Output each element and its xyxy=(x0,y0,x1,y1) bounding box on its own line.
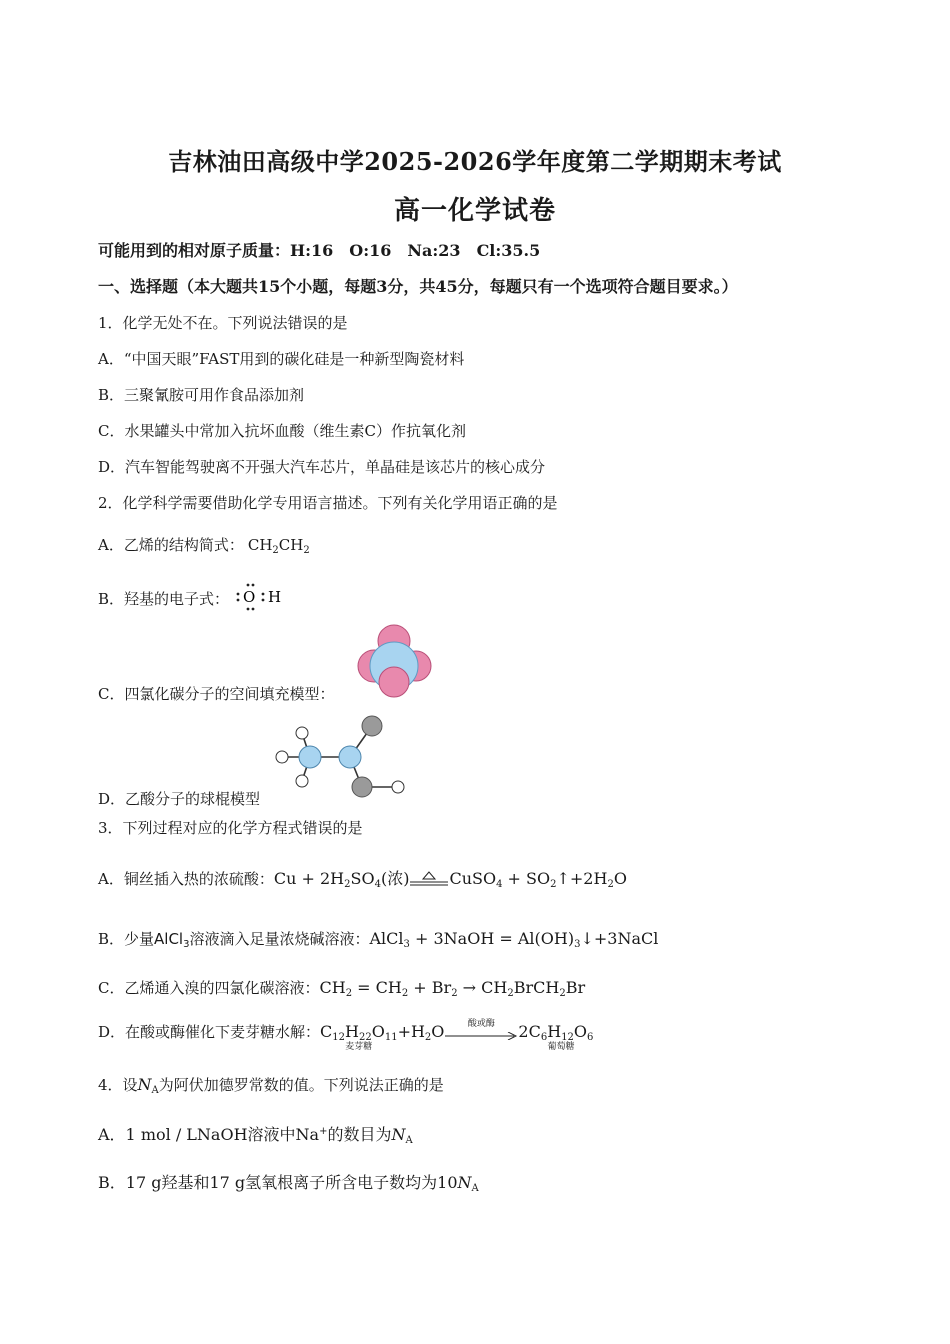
q1-option-a: A．“中国天眼”FAST用到的碳化硅是一种新型陶瓷材料 xyxy=(98,350,465,368)
q4-option-b: B．17 g羟基和17 g氢氧根离子所含电子数均为$10N_A$ xyxy=(98,1173,479,1194)
q3-c-label: C．乙烯通入溴的四氯化碳溶液： xyxy=(98,979,320,997)
acetic-acid-ball-stick-model-icon xyxy=(268,710,413,806)
q3-option-a: A．铜丝插入热的浓硫酸：$Cu + 2H_2SO_4$(浓) CuSO$_4$ + $SO_2↑+2H_2O$ xyxy=(98,869,627,890)
q4-stem: 4．设$N_A$为阿伏加德罗常数的值。下列说法正确的是 xyxy=(98,1075,444,1096)
q4-option-a: A．1 mol / LNaOH溶液中Na+的数目为$N_A$ xyxy=(98,1125,413,1146)
q1-option-c: C．水果罐头中常加入抗坏血酸（维生素C）作抗氧化剂 xyxy=(98,422,466,440)
maltose-formula: $C_{12}H_{22}O_{11}$ 麦芽糖 xyxy=(320,1022,398,1052)
arrow-right-icon xyxy=(444,1032,518,1040)
q2-stem: 2．化学科学需要借助化学专用语言描述。下列有关化学用语正确的是 xyxy=(98,494,558,512)
q2-option-b xyxy=(98,582,286,612)
catalyst-label: 酸或酶 xyxy=(467,1018,495,1029)
q2-option-c: C．四氯化碳分子的空间填充模型： xyxy=(98,685,335,703)
heat-triangle-icon xyxy=(409,871,449,889)
q3-d-label: D．在酸或酶催化下麦芽糖水解： xyxy=(98,1023,321,1041)
q3-stem: 3．下列过程对应的化学方程式错误的是 xyxy=(98,819,363,837)
exam-subtitle: 高一化学试卷 xyxy=(393,196,556,226)
catalyst-arrow xyxy=(444,1018,518,1040)
q2-a-label: A．乙烯的结构简式： xyxy=(98,536,244,554)
q2-option-a xyxy=(98,534,310,555)
q1-stem: 1．化学无处不在。下列说法错误的是 xyxy=(98,314,348,332)
q4-b-pre: B．17 g羟基和17 g氢氧根离子所含电子数均为10 xyxy=(98,1173,458,1192)
q3-a-label: A．铜丝插入热的浓硫酸： xyxy=(98,870,274,888)
q3-option-b: B．少量AlCl$_3$溶液滴入足量浓烧碱溶液：AlCl$_3$ + 3NaOH = $Al(OH)_3↓+3NaCl$ xyxy=(98,929,659,950)
svg-text:O: O xyxy=(242,588,256,606)
glucose-label: 葡萄糖 xyxy=(547,1042,575,1052)
q2-option-d: D．乙酸分子的球棍模型 xyxy=(98,790,261,808)
ccl4-space-filling-model-icon xyxy=(350,622,434,698)
glucose-formula: $C_6H_{12}O_6$ 葡萄糖 xyxy=(528,1022,594,1052)
q4-stem-post: 为阿伏加德罗常数的值。下列说法正确的是 xyxy=(158,1076,444,1094)
section-heading: 一、选择题（本大题共15个小题，每题3分，共45分，每题只有一个选项符合题目要求。） xyxy=(98,277,738,296)
q4-a-mid: 的数目为 xyxy=(327,1125,392,1144)
svg-text:H: H xyxy=(267,588,281,606)
conc-label: 浓 xyxy=(387,869,404,888)
q1-option-d: D．汽车智能驾驶离不开强大汽车芯片，单晶硅是该芯片的核心成分 xyxy=(98,458,546,476)
q4-stem-pre: 4．设 xyxy=(98,1076,138,1094)
ethylene-formula: $CH_2CH_2$ xyxy=(247,536,310,556)
exam-title: 吉林油田高级中学2025-2026学年度第二学期期末考试 xyxy=(168,147,782,176)
maltose-label: 麦芽糖 xyxy=(345,1042,373,1052)
heat-condition xyxy=(409,871,449,889)
q4-a-pre: A．1 mol / LNaOH溶液中 xyxy=(98,1125,296,1144)
q2-b-label: B．羟基的电子式： xyxy=(98,590,230,608)
q3-b-label-pre: B．少量 xyxy=(98,930,155,948)
q3-option-c: C．乙烯通入溴的四氯化碳溶液：$CH_2 = CH_2 + Br_2$ → $CH_2BrCH_2Br$ xyxy=(98,978,586,999)
atomic-masses: 可能用到的相对原子质量：H:16 O:16 Na:23 Cl:35.5 xyxy=(98,241,541,260)
hydroxyl-electron-dot-icon xyxy=(234,582,286,612)
q3-b-label-post: 溶液滴入足量浓烧碱溶液： xyxy=(189,930,370,948)
q1-option-b: B．三聚氰胺可用作食品添加剂 xyxy=(98,386,305,404)
q3-option-d: D．在酸或酶催化下麦芽糖水解：$C_{12}H_{22}O_{11}$ 麦芽糖 $+H_2O$ 酸或酶 $2C_6H_{12}O_6$ 葡萄糖 xyxy=(98,1021,593,1042)
